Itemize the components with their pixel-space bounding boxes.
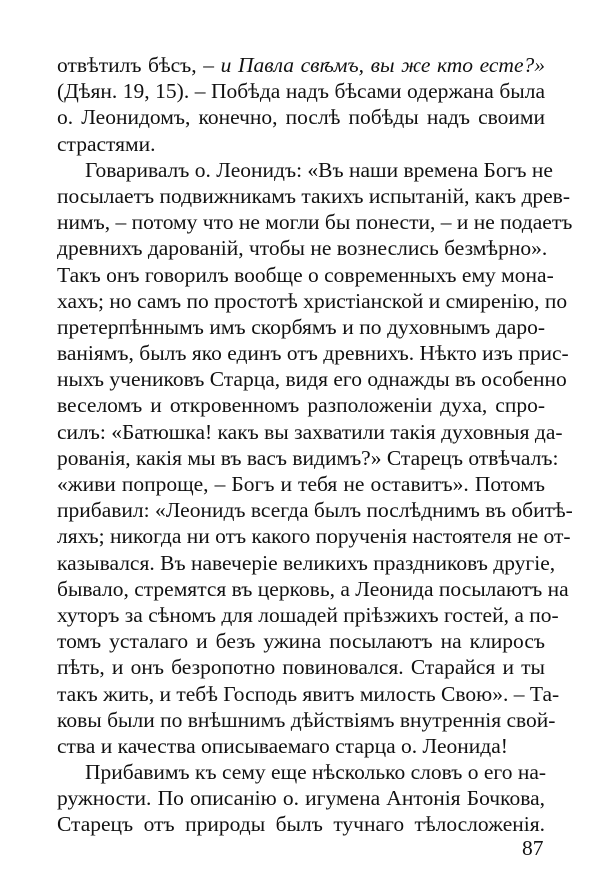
page-number: 87 [522, 836, 544, 860]
text-line: посылаетъ подвижникамъ такихъ испытаній, какъ древ- [57, 183, 570, 208]
text-line: казывался. Въ навечеріе великихъ праздниковъ другіе, [57, 550, 556, 575]
text-line: ружности. По описанію о. игумена Антонія Бочкова, [57, 786, 545, 811]
text-line: о. Леонидомъ, конечно, послѣ побѣды надъ своими [57, 105, 545, 130]
text-line: Такъ онъ говорилъ вообще о современныхъ ему мона- [57, 262, 554, 287]
text-segment: отвѣтилъ бѣсъ, [57, 53, 204, 77]
text-line: ства и качества описываемаго старца о. Леонида! [57, 733, 508, 758]
page-body [57, 52, 573, 838]
text-line: пѣть, и онъ безропотно повиновался. Старайся и ты [57, 655, 545, 680]
text-line: ляхъ; никогда ни отъ какого порученія настоятеля не от- [57, 524, 571, 549]
text-line: Говаривалъ о. Леонидъ: «Въ наши времена Богъ не [85, 157, 553, 182]
text-line: нимъ, – потому что не могли бы понести, – и не подаетъ [57, 210, 573, 235]
italic-quote: – и Павла свѣмъ, вы же кто есте?» [203, 53, 545, 77]
text-line: древнихъ дарованій, чтобы не вознеслись безмѣрно». [57, 236, 548, 261]
text-line: Старецъ отъ природы былъ тучнаго тѣлосложенія. [57, 812, 545, 837]
text-line: ковы были по внѣшнимъ дѣйствіямъ внутреннія свой- [57, 707, 556, 732]
text-line: рованія, какія мы въ васъ видимъ?» Старецъ отвѣчалъ: [57, 445, 559, 470]
text-line: бывало, стремятся въ церковь, а Леонида посылаютъ на [57, 576, 569, 601]
text-line: томъ усталаго и безъ ужина посылаютъ на клиросъ [57, 629, 545, 654]
text-line: претерпѣннымъ имъ скорбямъ и по духовнымъ даро- [57, 314, 545, 339]
paragraph-1 [57, 52, 545, 157]
text-line: хахъ; но самъ по простотѣ христіанской и смиренію, по [57, 288, 568, 313]
paragraph-3 [57, 759, 545, 838]
text-line: силъ: «Батюшка! какъ вы захватили такія духовныя да- [57, 419, 563, 444]
text-line: ныхъ учениковъ Старца, видя его однажды въ особенно [57, 367, 567, 392]
paragraph-2 [57, 157, 573, 759]
text-line: «живи попроще, – Богъ и тебя не оставитъ». Потомъ [57, 472, 545, 496]
text-line [57, 52, 545, 78]
text-line: такъ жить, и тебѣ Господь явитъ милость Свою». – Та- [57, 681, 560, 706]
text-line: (Дѣян. 19, 15). – Побѣда надъ бѣсами одержана была [57, 79, 545, 104]
text-line: хуторъ за сѣномъ для лошадей пріѣзжихъ гостей, а по- [57, 602, 559, 627]
text-line: веселомъ и откровенномъ разположеніи духа, спро- [57, 393, 545, 418]
text-line: страстями. [57, 131, 156, 156]
text-line: Прибавимъ къ сему еще нѣсколько словъ о его на- [85, 760, 547, 785]
text-line: прибавил: «Леонидъ всегда былъ послѣднимъ въ обитѣ- [57, 498, 573, 523]
text-line: ваніямъ, былъ яко единъ отъ древнихъ. Нѣкто изъ прис- [57, 341, 569, 366]
